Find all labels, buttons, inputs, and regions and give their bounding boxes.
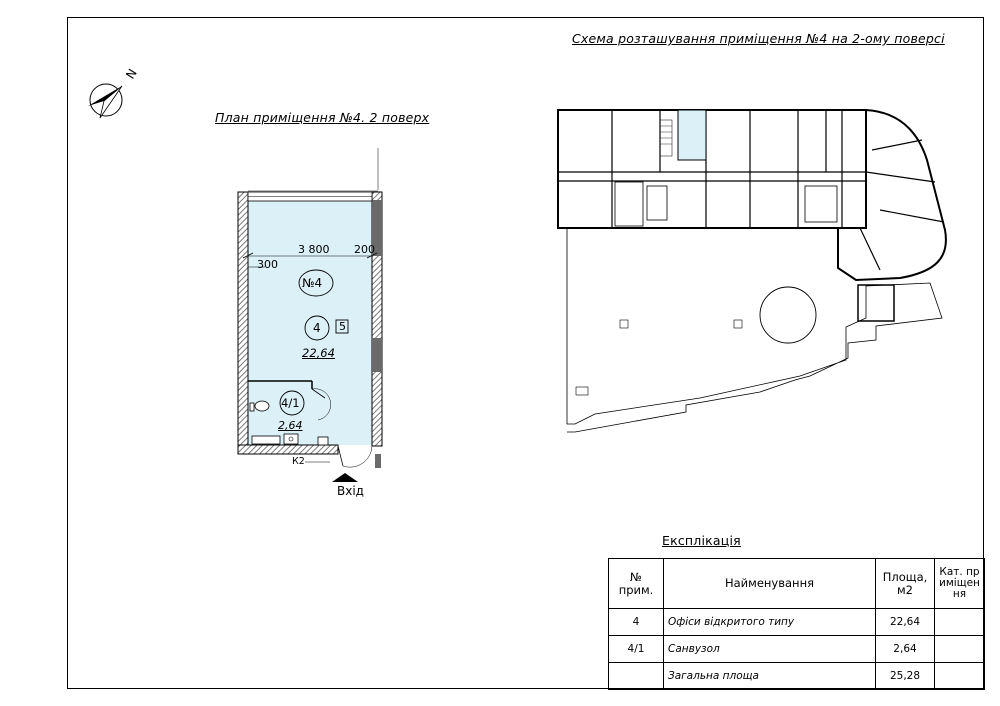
row-number: 4/1	[609, 636, 664, 663]
dimension-main: 3 800	[298, 243, 330, 256]
row-category	[935, 663, 985, 690]
header-number: № прим.	[609, 559, 664, 609]
table-header-row	[609, 559, 985, 609]
row-area: 2,64	[876, 636, 935, 663]
plan-title: План приміщення №4. 2 поверх	[215, 110, 430, 125]
header-category: Кат. приміщення	[935, 559, 985, 609]
table-row	[609, 663, 985, 690]
table-row	[609, 636, 985, 663]
row-area: 22,64	[876, 609, 935, 636]
row-category	[935, 636, 985, 663]
explication-table	[608, 558, 985, 690]
entrance-label: Вхід	[337, 484, 364, 498]
row-number: 4	[609, 609, 664, 636]
compass-icon	[88, 84, 122, 118]
row-name: Санвузол	[664, 636, 876, 663]
room-plan	[238, 148, 382, 482]
room-index-label: 4	[313, 321, 321, 335]
table-row	[609, 609, 985, 636]
room-category-label: 5	[339, 320, 346, 333]
scheme-title: Схема розташування приміщення №4 на 2-ому поверсі	[572, 31, 945, 46]
row-number	[609, 663, 664, 690]
header-name: Найменування	[664, 559, 876, 609]
explication-title: Експлікація	[662, 533, 741, 548]
room-area-label: 22,64	[302, 346, 335, 360]
header-area: Площа, м2	[876, 559, 935, 609]
dimension-left: 300	[257, 258, 278, 271]
wc-index-label: 4/1	[281, 396, 300, 410]
north-label: N	[123, 66, 140, 82]
row-name: Загальна площа	[664, 663, 876, 690]
floor-scheme	[558, 110, 946, 432]
row-category	[935, 609, 985, 636]
wc-area-label: 2,64	[278, 419, 303, 432]
riser-label: К2	[292, 456, 305, 467]
room-number-label: №4	[302, 276, 323, 290]
row-area: 25,28	[876, 663, 935, 690]
dimension-right: 200	[354, 243, 375, 256]
row-name: Офіси відкритого типу	[664, 609, 876, 636]
